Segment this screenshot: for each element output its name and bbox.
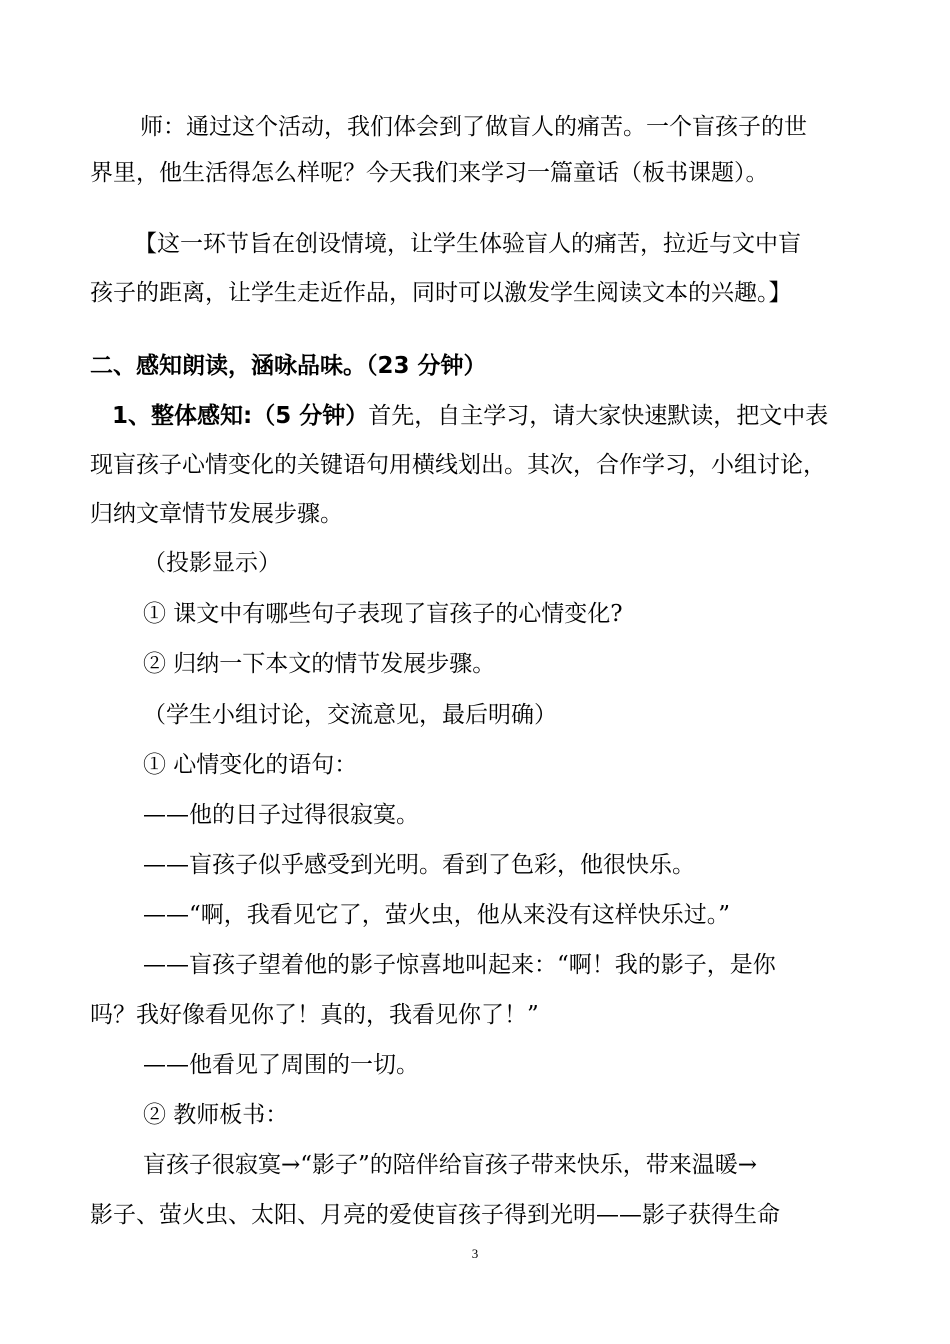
discussion-label: （学生小组讨论，交流意见，最后明确） <box>143 702 557 728</box>
quote-line: ——他看见了周围的一切。 <box>143 1052 419 1078</box>
step1-label: 1、整体感知:（5 分钟） <box>112 403 369 429</box>
step1-text: 首先，自主学习，请大家快速默读，把文中表 <box>368 403 829 429</box>
step1-line: 现盲孩子心情变化的关键语句用横线划出。其次，合作学习，小组讨论， <box>90 452 826 478</box>
paragraph-line: 界里，他生活得怎么样呢？今天我们来学习一篇童话（板书课题）。 <box>90 160 769 186</box>
paragraph-line: 师：通过这个活动，我们体会到了做盲人的痛苦。一个盲孩子的世 <box>140 114 807 140</box>
note-line: 【这一环节旨在创设情境，让学生体验盲人的痛苦，拉近与文中盲 <box>134 231 801 257</box>
answer-label: ② 教师板书： <box>143 1102 289 1128</box>
page-number: 3 <box>471 1246 479 1261</box>
quote-line: ——盲孩子望着他的影子惊喜地叫起来：“啊！我的影子，是你 <box>143 952 776 978</box>
note-line: 孩子的距离，让学生走近作品，同时可以激发学生阅读文本的兴趣。】 <box>90 280 792 306</box>
question-item: ① 课文中有哪些句子表现了盲孩子的心情变化? <box>143 601 623 627</box>
quote-line: ——盲孩子似乎感受到光明。看到了色彩，他很快乐。 <box>143 852 695 878</box>
board-line: 盲孩子很寂寞→“影子”的陪伴给盲孩子带来快乐，带来温暖→ <box>143 1152 758 1178</box>
answer-label: ① 心情变化的语句： <box>143 752 358 778</box>
question-item: ② 归纳一下本文的情节发展步骤。 <box>143 651 496 677</box>
section-heading: 二、感知朗读，涵咏品味。（23 分钟） <box>90 353 487 379</box>
step1-line: 归纳文章情节发展步骤。 <box>90 501 343 527</box>
quote-line: ——他的日子过得很寂寞。 <box>143 802 419 828</box>
step1-line <box>112 401 828 431</box>
quote-line: 吗？我好像看见你了！真的，我看见你了！” <box>90 1002 539 1028</box>
board-line: 影子、萤火虫、太阳、月亮的爱使盲孩子得到光明——影子获得生命 <box>90 1202 780 1228</box>
quote-line: ——“啊，我看见它了，萤火虫，他从来没有这样快乐过。” <box>143 902 731 928</box>
projection-label: （投影显示） <box>143 550 281 576</box>
